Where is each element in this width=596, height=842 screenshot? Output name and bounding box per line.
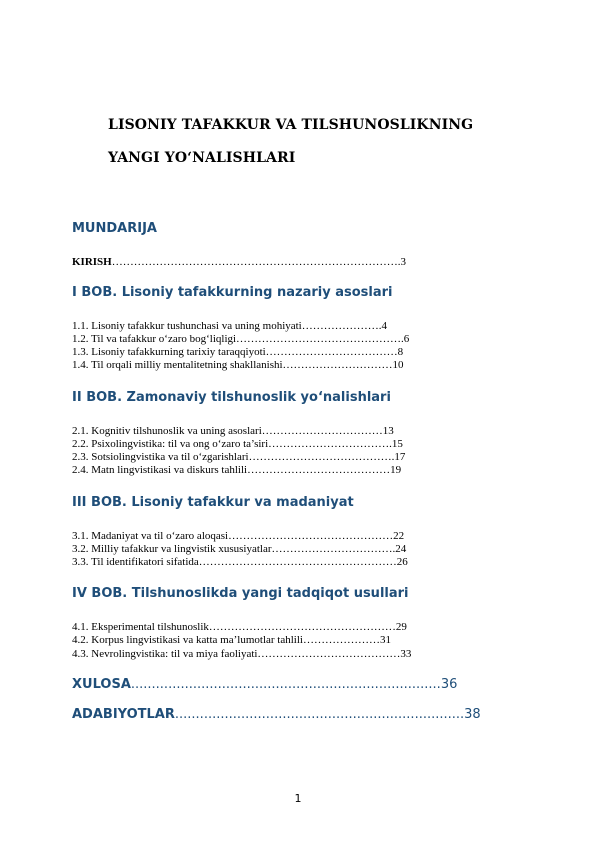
toc-entry-4-2[interactable]: 4.2. Korpus lingvistikasi va katta ma’lumotlar tahlili…………………31 [72, 634, 391, 646]
toc-intro-entry[interactable] [72, 256, 406, 269]
page-number: 1 [294, 792, 302, 805]
toc-entry-3-2[interactable]: 3.2. Milliy tafakkur va lingvistik xususiyatlar…………………………….24 [72, 543, 407, 555]
toc-entry-2-1[interactable]: 2.1. Kognitiv tilshunoslik va uning asoslari……………………………13 [72, 425, 394, 437]
toc-conclusion-entry[interactable] [72, 677, 457, 692]
toc-entry-3-1[interactable]: 3.1. Madaniyat va til o‘zaro aloqasi………………………………………22 [72, 530, 405, 542]
toc-entry-1-3[interactable]: 1.3. Lisoniy tafakkurning tarixiy taraqqiyoti………………………………8 [72, 346, 404, 358]
toc-entry-2-3[interactable]: 2.3. Sotsiolingvistika va til o‘zgarishlari………………………………….17 [72, 451, 406, 463]
toc-intro-dots: ……………………………………………………………………. [111, 256, 401, 268]
chapter-3-title[interactable]: III BOB. Lisoniy tafakkur va madaniyat [72, 495, 354, 510]
toc-conclusion-dots: ........................................................................... [130, 677, 441, 692]
toc-conclusion-label: XULOSA [72, 677, 131, 692]
chapter-4-title[interactable]: IV BOB. Tilshunoslikda yangi tadqiqot usullari [72, 586, 409, 601]
toc-entry-2-4[interactable]: 2.4. Matn lingvistikasi va diskurs tahlili…………………………………19 [72, 464, 402, 476]
chapter-1-title[interactable]: I BOB. Lisoniy tafakkurning nazariy asoslari [72, 285, 393, 300]
chapter-2-title[interactable]: II BOB. Zamonaviy tilshunoslik yo‘nalishlari [72, 390, 391, 405]
toc-references-entry[interactable] [72, 707, 481, 722]
document-title-line-1: LISONIY TAFAKKUR VA TILSHUNOSLIKNING [108, 117, 474, 133]
toc-heading: MUNDARIJA [72, 221, 157, 236]
toc-entry-1-2[interactable]: 1.2. Til va tafakkur o‘zaro bog‘liqligi……………………………………….6 [72, 333, 410, 345]
toc-intro-page: 3 [400, 256, 406, 268]
toc-intro-label: KIRISH [72, 256, 112, 268]
toc-references-label: ADABIYOTLAR [72, 707, 175, 722]
toc-entry-1-4[interactable]: 1.4. Til orqali milliy mentalitetning shakllanishi…………………………10 [72, 359, 404, 371]
toc-entry-4-3[interactable]: 4.3. Nevrolingvistika: til va miya faoliyati…………………………………33 [72, 648, 412, 660]
toc-entry-3-3[interactable]: 3.3. Til identifikatori sifatida………………………………………………26 [72, 556, 408, 568]
document-title-line-2: YANGI YO‘NALISHLARI [108, 150, 296, 166]
toc-entry-4-1[interactable]: 4.1. Eksperimental tilshunoslik……………………………………………29 [72, 621, 407, 633]
toc-references-dots: ...................................................................... [174, 707, 465, 722]
toc-entry-2-2[interactable]: 2.2. Psixolingvistika: til va ong o‘zaro ta’siri…………………………….15 [72, 438, 403, 450]
toc-references-page: 38 [464, 707, 481, 722]
toc-entry-1-1[interactable]: 1.1. Lisoniy tafakkur tushunchasi va uning mohiyati………………….4 [72, 320, 387, 332]
toc-conclusion-page: 36 [440, 677, 458, 692]
